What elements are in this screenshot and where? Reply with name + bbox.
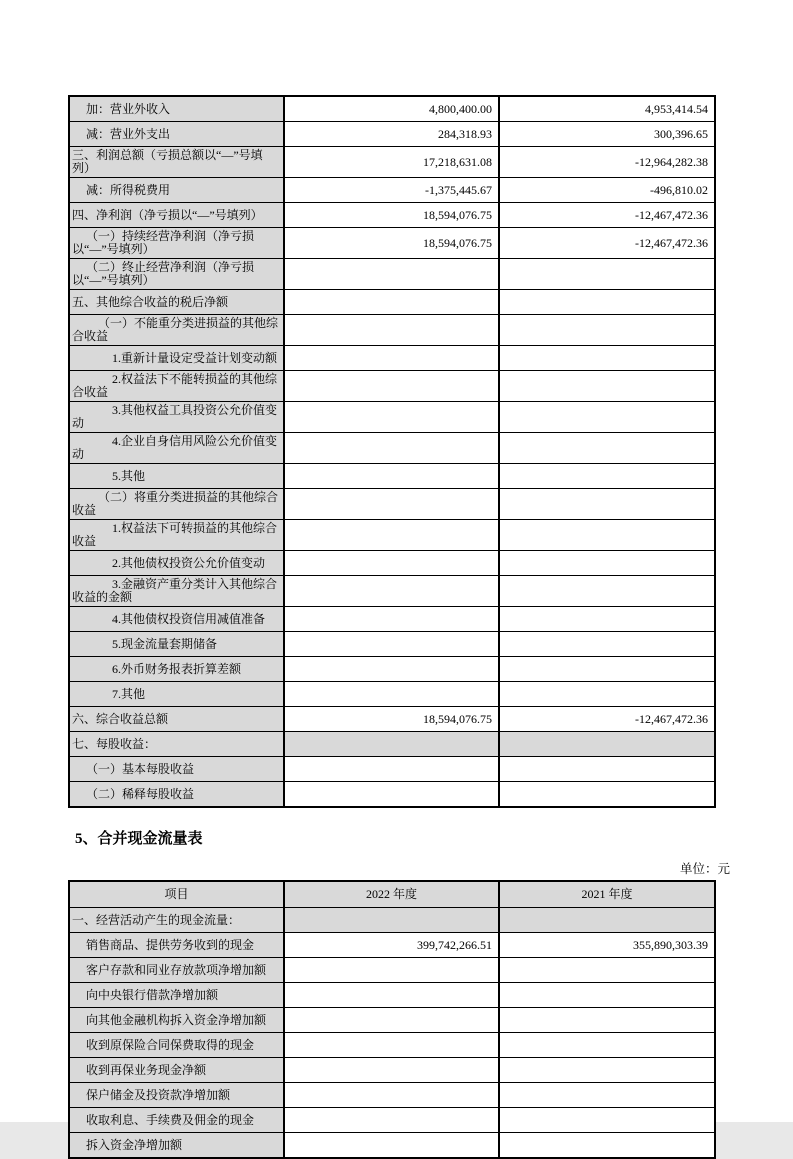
section-title: 5、合并现金流量表 <box>75 831 203 847</box>
table-row <box>69 489 715 520</box>
row-label-cell: 1.重新计量设定受益计划变动额 <box>69 346 284 371</box>
value-cell <box>284 346 499 371</box>
value-cell: -1,375,445.67 <box>284 178 499 203</box>
row-label-cell: 六、综合收益总额 <box>69 707 284 732</box>
row-label-cell: 收到再保业务现金净额 <box>69 1058 284 1083</box>
table-row <box>69 732 715 757</box>
value-cell <box>284 402 499 433</box>
table-row <box>69 290 715 315</box>
table-row <box>69 402 715 433</box>
income-statement-body <box>69 96 715 807</box>
value-cell <box>499 1133 715 1159</box>
cash-flow-table <box>68 880 716 1159</box>
table-row <box>69 147 715 178</box>
value-cell <box>499 259 715 290</box>
value-cell <box>284 682 499 707</box>
value-cell <box>284 958 499 983</box>
value-cell <box>284 657 499 682</box>
value-cell <box>284 757 499 782</box>
table-row <box>69 1083 715 1108</box>
row-label-cell: 3.其他权益工具投资公允价值变动 <box>69 402 284 433</box>
row-label-cell: 四、净利润（净亏损以“—”号填列） <box>69 203 284 228</box>
value-cell <box>284 607 499 632</box>
row-label-cell: 减：所得税费用 <box>69 178 284 203</box>
row-label-cell: （二）将重分类进损益的其他综合收益 <box>69 489 284 520</box>
value-cell <box>499 402 715 433</box>
row-label-cell: 保户储金及投资款净增加额 <box>69 1083 284 1108</box>
header-row <box>69 881 715 908</box>
value-cell <box>284 433 499 464</box>
value-cell <box>499 346 715 371</box>
value-cell: -496,810.02 <box>499 178 715 203</box>
row-label-cell: （二）稀释每股收益 <box>69 782 284 808</box>
row-label-cell: 收到原保险合同保费取得的现金 <box>69 1033 284 1058</box>
table-row <box>69 464 715 489</box>
value-cell: 284,318.93 <box>284 122 499 147</box>
row-label-cell: 三、利润总额（亏损总额以“—”号填列） <box>69 147 284 178</box>
value-cell <box>499 782 715 808</box>
row-label-cell: 向其他金融机构拆入资金净增加额 <box>69 1008 284 1033</box>
unit-label: 单位：元 <box>679 862 730 876</box>
table-row <box>69 757 715 782</box>
row-label-cell: 2.其他债权投资公允价值变动 <box>69 551 284 576</box>
value-cell <box>284 1133 499 1159</box>
table-row <box>69 203 715 228</box>
row-label-cell: 七、每股收益： <box>69 732 284 757</box>
value-cell <box>499 607 715 632</box>
column-header: 2022 年度 <box>284 881 499 908</box>
row-label-cell: （一）不能重分类进损益的其他综合收益 <box>69 315 284 346</box>
row-label-cell: 2.权益法下不能转损益的其他综合收益 <box>69 371 284 402</box>
value-cell <box>499 958 715 983</box>
value-cell <box>284 551 499 576</box>
value-cell <box>499 576 715 607</box>
value-cell <box>284 1033 499 1058</box>
table-row <box>69 520 715 551</box>
value-cell <box>284 259 499 290</box>
value-cell <box>499 657 715 682</box>
table-row <box>69 433 715 464</box>
page-content <box>68 95 730 1159</box>
row-label-cell: 6.外币财务报表折算差额 <box>69 657 284 682</box>
value-cell <box>284 908 499 933</box>
value-cell: -12,467,472.36 <box>499 707 715 732</box>
table-row <box>69 707 715 732</box>
column-header: 项目 <box>69 881 284 908</box>
row-label-cell: 7.其他 <box>69 682 284 707</box>
value-cell: 18,594,076.75 <box>284 203 499 228</box>
table-row <box>69 1058 715 1083</box>
value-cell: -12,467,472.36 <box>499 203 715 228</box>
value-cell: -12,467,472.36 <box>499 228 715 259</box>
value-cell: 300,396.65 <box>499 122 715 147</box>
table-row <box>69 782 715 808</box>
value-cell <box>499 1033 715 1058</box>
table-row <box>69 1133 715 1159</box>
value-cell <box>499 464 715 489</box>
row-label-cell: 1.权益法下可转损益的其他综合收益 <box>69 520 284 551</box>
table-row <box>69 259 715 290</box>
table-row <box>69 607 715 632</box>
value-cell <box>284 782 499 808</box>
row-label-cell: 拆入资金净增加额 <box>69 1133 284 1159</box>
table-row <box>69 632 715 657</box>
table-row <box>69 657 715 682</box>
value-cell <box>499 433 715 464</box>
value-cell <box>499 1108 715 1133</box>
value-cell: 4,953,414.54 <box>499 96 715 122</box>
row-label-cell: 4.其他债权投资信用减值准备 <box>69 607 284 632</box>
value-cell <box>284 489 499 520</box>
value-cell <box>499 489 715 520</box>
table-row <box>69 983 715 1008</box>
value-cell: -12,964,282.38 <box>499 147 715 178</box>
value-cell <box>499 1058 715 1083</box>
value-cell <box>284 520 499 551</box>
value-cell <box>499 520 715 551</box>
value-cell: 17,218,631.08 <box>284 147 499 178</box>
row-label-cell: 加：营业外收入 <box>69 96 284 122</box>
value-cell <box>499 732 715 757</box>
table-row <box>69 958 715 983</box>
table-row <box>69 576 715 607</box>
value-cell: 4,800,400.00 <box>284 96 499 122</box>
row-label-cell: 减：营业外支出 <box>69 122 284 147</box>
value-cell <box>499 757 715 782</box>
value-cell <box>499 1083 715 1108</box>
row-label-cell: 3.金融资产重分类计入其他综合收益的金额 <box>69 576 284 607</box>
value-cell <box>284 732 499 757</box>
column-header: 2021 年度 <box>499 881 715 908</box>
table-row <box>69 1033 715 1058</box>
value-cell <box>284 1083 499 1108</box>
value-cell <box>499 682 715 707</box>
table-row <box>69 933 715 958</box>
value-cell: 18,594,076.75 <box>284 228 499 259</box>
value-cell <box>284 1108 499 1133</box>
row-label-cell: 收取利息、手续费及佣金的现金 <box>69 1108 284 1133</box>
value-cell <box>284 632 499 657</box>
table-row <box>69 1008 715 1033</box>
value-cell <box>284 290 499 315</box>
table-row <box>69 551 715 576</box>
row-label-cell: （一）持续经营净利润（净亏损以“—”号填列） <box>69 228 284 259</box>
income-statement-table <box>68 95 716 808</box>
row-label-cell: 向中央银行借款净增加额 <box>69 983 284 1008</box>
value-cell: 355,890,303.39 <box>499 933 715 958</box>
value-cell <box>284 983 499 1008</box>
table-row <box>69 1108 715 1133</box>
value-cell: 18,594,076.75 <box>284 707 499 732</box>
value-cell <box>284 1008 499 1033</box>
value-cell <box>284 371 499 402</box>
table-row <box>69 371 715 402</box>
value-cell <box>499 290 715 315</box>
value-cell <box>499 551 715 576</box>
value-cell <box>284 576 499 607</box>
value-cell <box>499 315 715 346</box>
table-row <box>69 682 715 707</box>
value-cell <box>499 632 715 657</box>
table-row <box>69 346 715 371</box>
value-cell <box>499 371 715 402</box>
value-cell <box>499 908 715 933</box>
row-label-cell: 5.其他 <box>69 464 284 489</box>
value-cell <box>499 983 715 1008</box>
value-cell <box>499 1008 715 1033</box>
row-label-cell: 五、其他综合收益的税后净额 <box>69 290 284 315</box>
row-label-cell: 销售商品、提供劳务收到的现金 <box>69 933 284 958</box>
value-cell: 399,742,266.51 <box>284 933 499 958</box>
row-label-cell: （二）终止经营净利润（净亏损以“—”号填列） <box>69 259 284 290</box>
value-cell <box>284 464 499 489</box>
value-cell <box>284 1058 499 1083</box>
value-cell <box>284 315 499 346</box>
table-row <box>69 122 715 147</box>
cash-flow-header <box>69 881 715 908</box>
table-row <box>69 315 715 346</box>
table-row <box>69 228 715 259</box>
cash-flow-body <box>69 908 715 1159</box>
row-label-cell: 客户存款和同业存放款项净增加额 <box>69 958 284 983</box>
table-row <box>69 96 715 122</box>
row-label-cell: 一、经营活动产生的现金流量： <box>69 908 284 933</box>
table-row <box>69 908 715 933</box>
table-row <box>69 178 715 203</box>
row-label-cell: （一）基本每股收益 <box>69 757 284 782</box>
row-label-cell: 4.企业自身信用风险公允价值变动 <box>69 433 284 464</box>
row-label-cell: 5.现金流量套期储备 <box>69 632 284 657</box>
